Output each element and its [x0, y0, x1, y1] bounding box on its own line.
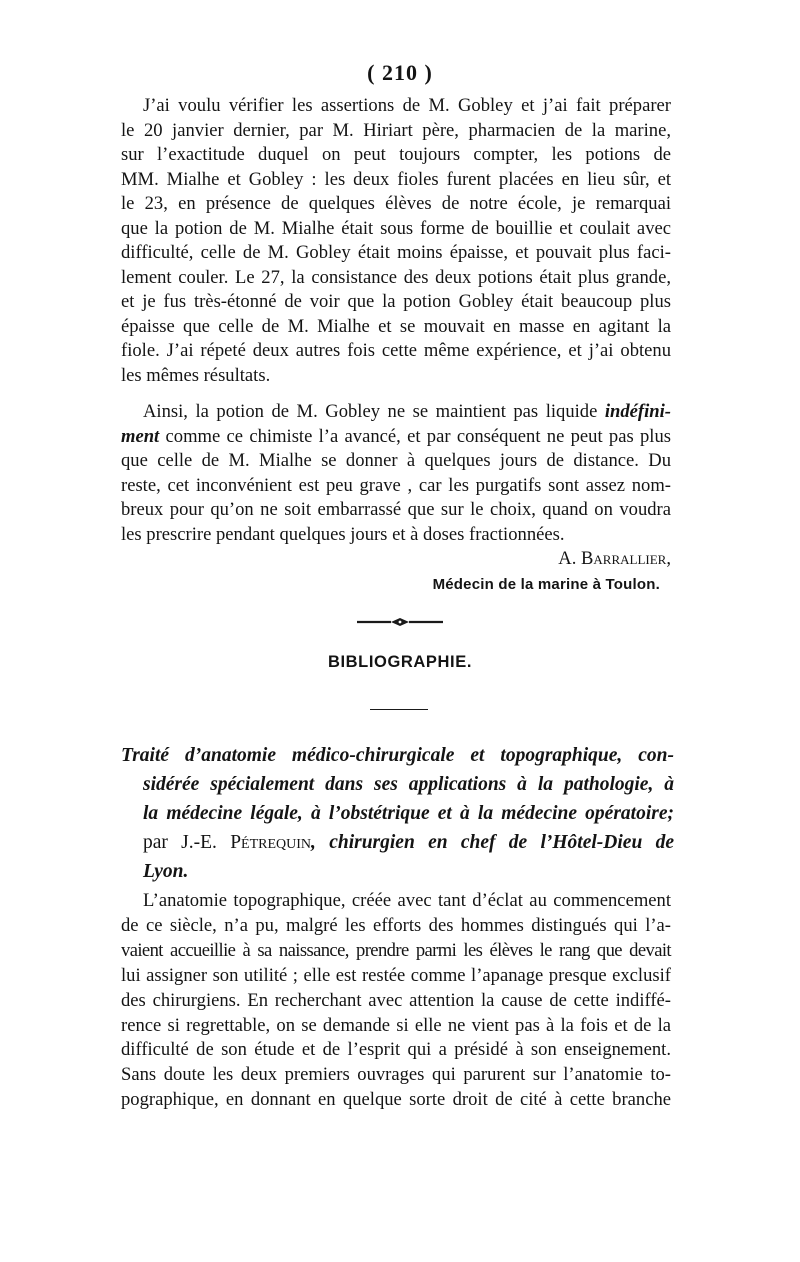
decorative-ornament — [355, 617, 445, 627]
bibliographic-citation — [121, 741, 674, 886]
text-line: L’anatomie topographique, créée avec tant d’éclat au commencement — [143, 890, 671, 911]
signature-title: Médecin de la marine à Toulon. — [432, 576, 660, 593]
text-line: le 23, en présence de quelques élèves de notre école, je remarquai — [121, 193, 671, 214]
citation-line: sidérée spécialement dans ses applications à la pathologie, à — [143, 774, 674, 795]
emphasis-text: indéfini- — [604, 401, 671, 422]
text-line: rence si regrettable, on se demande si elle ne vient pas à la fois et de la — [121, 1014, 671, 1036]
emphasis-text: ment — [121, 425, 160, 447]
text-segment: comme ce chimiste l’a avancé, et par conséquent ne peut pas plus — [159, 425, 671, 447]
text-line: Sans doute les deux premiers ouvrages qui parurent sur l’anatomie to- — [121, 1064, 671, 1086]
text-segment: Ainsi, la potion de M. Gobley ne se maintient pas liquide — [143, 401, 605, 422]
text-line: le 20 janvier dernier, par M. Hiriart père, pharmacien de la marine, — [121, 119, 671, 141]
text-line: et je fus très-étonné de voir que la potion Gobley était beaucoup plus — [121, 291, 671, 312]
text-line: vaient accueillie à sa naissance, prendre parmi les élèves le rang que devait — [121, 939, 671, 961]
paragraph-conclusion — [121, 400, 671, 547]
signature-surname: Barrallier, — [581, 548, 671, 569]
text-line: MM. Mialhe et Gobley : les deux fioles furent placées en lieu sûr, et — [121, 168, 671, 190]
text-line: que celle de M. Mialhe se donner à quelques jours de distance. Du — [121, 450, 671, 471]
text-line: des chirurgiens. En recherchant avec attention la cause de cette indiffé- — [121, 989, 671, 1011]
text-line: sur l’exactitude duquel on peut toujours compter, les potions de — [121, 144, 671, 165]
text-line: pographique, en donnant en quelque sorte droit de cité à cette branche — [121, 1089, 671, 1111]
text-line: difficulté, celle de M. Gobley était moins épaisse, et pouvait plus faci- — [121, 242, 671, 263]
citation-line: Lyon. — [143, 861, 189, 882]
citation-author: Pétrequin — [230, 832, 312, 853]
citation-line: la médecine légale, à l’obstétrique et à la médecine opératoire; — [143, 803, 674, 824]
paragraph-review — [121, 889, 671, 1113]
signature-initial: A. — [558, 548, 581, 569]
text-line: breux pour qu’on ne soit embarrassé que sur le choix, quand on voudra — [121, 499, 671, 520]
page-number: ( 210 ) — [367, 60, 433, 85]
text-line: épaisse que celle de M. Mialhe et se mouvait en masse en agitant la — [121, 315, 671, 337]
text-line — [121, 400, 671, 425]
text-line — [121, 425, 671, 450]
section-heading: BIBLIOGRAPHIE. — [327, 653, 473, 671]
text-line: fiole. J’ai répeté deux autres fois cette même expérience, et j’ai obtenu — [121, 340, 671, 361]
text-line: lui assigner son utilité ; elle est restée comme l’apanage presque exclusif — [121, 964, 671, 986]
heading-rule — [370, 709, 428, 710]
text-line: les mêmes résultats. — [121, 364, 271, 386]
text-line: J’ai voulu vérifier les assertions de M. Gobley et j’ai fait préparer — [143, 95, 671, 116]
citation-line — [121, 828, 674, 857]
paragraph-potions-experiment — [121, 94, 671, 388]
signature-name — [0, 548, 671, 570]
citation-par: par J.-E. — [143, 832, 231, 853]
text-line: difficulté de son étude et de l’esprit qui a présidé à son enseignement. — [121, 1039, 671, 1061]
text-line: reste, cet inconvénient est peu grave , car les purgatifs sont assez nom- — [121, 474, 671, 496]
citation-author-title: , chirurgien en chef de l’Hôtel-Dieu de — [311, 832, 674, 853]
citation-line: Traité d’anatomie médico-chirurgicale et topographique, con- — [121, 745, 674, 766]
text-line: de ce siècle, n’a pu, malgré les efforts des hommes distingués qui l’a- — [121, 914, 671, 936]
text-line: les prescrire pendant quelques jours et à doses fractionnées. — [121, 523, 565, 545]
text-line: lement couler. Le 27, la consistance des deux potions était plus grande, — [121, 266, 671, 288]
text-line: que la potion de M. Mialhe était sous forme de bouillie et coulait avec — [121, 217, 671, 239]
